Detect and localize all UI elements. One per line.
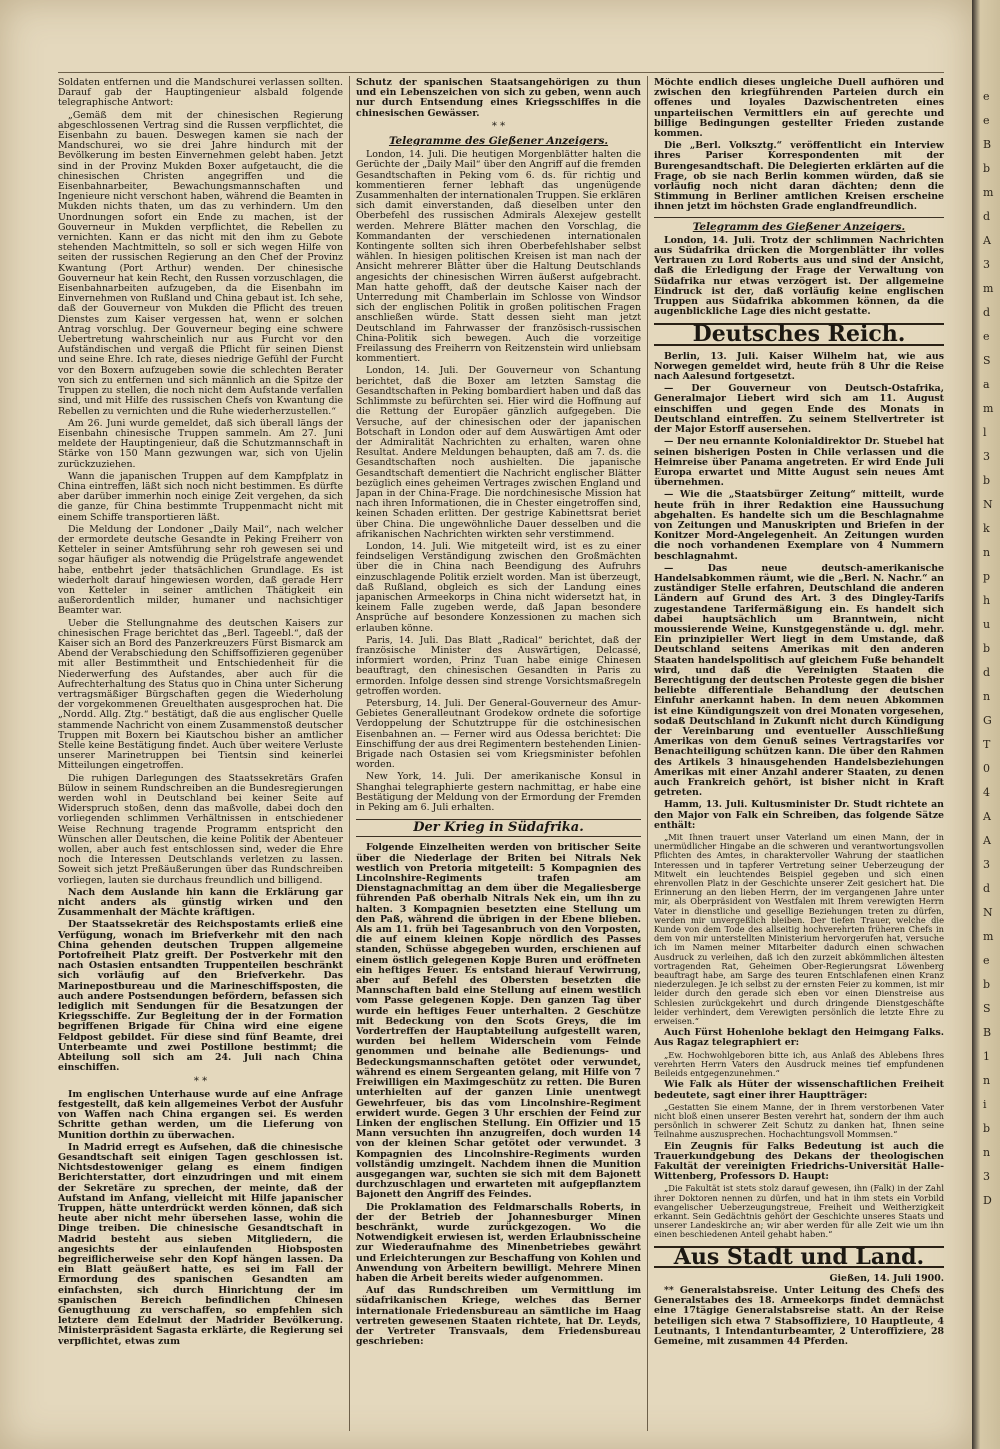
paragraph: Ein Zeugnis für Falks Bedeutung ist auch die Trauerkundgebung des Dekans der theologischen Fakultät der vereinigten Friedrichs-Universität Halle-Wittenberg, Professors D. Haupt: xyxy=(654,1140,944,1183)
quote: „Mit Ihnen trauert unser Vaterland um einen Mann, der in unermüdlicher Hingabe an die schweren und verantwortungsvollen Pflichten des Amtes, in charaktervoller Wahrung der staatlichen Interessen und in tapferer Vertretung seiner Ueberzeugung der Mitwelt ein leuchtendes Beispiel gegeben und sich einen ehrenvollen Platz in der Geschichte unserer Zeit gesichert hat. Die Erinnerung an den lieben Herrn, der im vergangenen Jahre unter mir, als Oberpräsident von Westfalen mit Ihrem verewigten Herrn Vater in dienstliche und gesellige Beziehungen treten zu dürfen, werden mir unvergeßlich bleiben. Der tiefen Trauer, welche die Kunde von dem Tode des allseitig hochverehrten früheren Chefs in dem von mir unterstellten Ministerium hervorgerufen hat, versuche ich im Namen meiner Mitarbeiter dadurch einen schwachen Ausdruck zu verleihen, daß ich den zurzeit abkömmlichen ältesten vortragenden Rat, Geheimen Ober-Regierungsrat Löwenberg beauftragt habe, am Sarge des teuren Entschlafenen einen Kranz niederzulegen. Je ich selbst zu der ernsten Feier zu kommen, ist mir leider durch den gerade sich eben vor einen Dienstreise aus Schlesien zurückgekehrt und durch dringende Dienstgeschäfte leider verhindert, dem Verewigten persönlich die letzte Ehre zu erweisen.“ xyxy=(654,832,944,1027)
paragraph: Petersburg, 14. Juli. Der General-Gouverneur des Amur-Gebietes Generalleutnant Grodekow ordnete die sofortige Verdoppelung der Schutztruppe für die ostchinesischen Eisenbahnen an. — Ferner wird aus Odessa berichtet: Die Einschiffung der aus drei Regimentern bestehenden Linien-Brigade nach Ostasien sei vom Kriegsminister befohlen worden. xyxy=(356,697,641,771)
paragraph: Wie Falk als Hüter der wissenschaftlichen Freiheit bedeutete, sagt einer ihrer Hauptträger: xyxy=(654,1079,944,1101)
quote: „Gestatten Sie einem Manne, der in Ihrem verstorbenen Vater nicht bloß einen unserer Besten verehrt hat, sondern der ihm auch persönlich in schwerer Zeit Schutz zu danken hat, Ihnen seine Teilnahme auszusprechen. Hochachtungsvoll Mommsen.“ xyxy=(654,1101,944,1140)
paragraph-bold: Nach dem Auslande hin kann die Erklärung gar nicht anders als günstig wirken und den Zusammenhalt der Mächte kräftigen. xyxy=(58,886,343,919)
paragraph: London, 14. Juli. Die heutigen Morgenblätter halten die Gerüchte der „Daily Mail“ über den Angriff auf die fremden Gesandtschaften in Peking vom 6. ds. für richtig und kommentieren ferner lebhaft das ungenügende Zusammenhalten der internationalen Truppen. Sie erklären sich damit einverstanden, daß dieselben unter den Oberbefehl des russischen Admirals Alexejew gestellt werden. Mehrere Blätter machen den Vorschlag, die Kommandanten der verschiedenen internationalen Kontingente sollten sich ihren Oberbefehlshaber selbst wählen. In hiesigen politischen Kreisen ist man nach der Ansicht mehrerer Blätter über die Haltung Deutschlands angesichts der chinesischen Wirren äußerst aufgebracht. Man hatte gehofft, daß der deutsche Kaiser nach der Unterredung mit Chamberlain im Schlosse von Windsor sich der englischen Politik in großen politischen Fragen anschließen würde. Statt dessen sieht man jetzt Deutschland im Fahrwasser der französisch-russischen China-Politik sich bewegen. Auch die vorzeitige Freilassung des Freiherrn von Reitzenstein wird unliebsam kommentiert. xyxy=(356,149,641,365)
telegram-heading: Telegramm des Gießener Anzeigers. xyxy=(692,220,906,233)
paragraph: — Der neu ernannte Kolonialdirektor Dr. Stuebel hat seinen bisherigen Posten in Chile verlassen und die Heimreise über Panama angetreten. Er wird Ende Juli Europa erwartet und Mitte August sein neues Amt übernehmen. xyxy=(654,436,944,489)
section-title-stadt: Aus Stadt und Land. xyxy=(654,1246,944,1268)
paragraph: Hamm, 13. Juli. Kultusminister Dr. Studt richtete an den Major von Falk ein Schreiben, das folgende Sätze enthält: xyxy=(654,799,944,831)
paragraph: Schutz der spanischen Staatsangehörigen zu thun und ein Lebenszeichen von sich zu geben, wenn auch nur durch Entsendung eines Kriegsschiffes in die chinesischen Gewässer. xyxy=(356,78,641,119)
paragraph: Auch Fürst Hohenlohe beklagt den Heimgang Falks. Aus Ragaz telegraphiert er: xyxy=(654,1027,944,1049)
paragraph: Am 26. Juni wurde gemeldet, daß sich überall längs der Eisenbahn chinesische Truppen sammeln. Am 27. Juni meldete der Hauptingenieur, daß die Schutzmannschaft in Stärke von 150 Mann gezwungen war, sich von Ujelin zurückzuziehen. xyxy=(58,417,343,470)
section-title-reich: Deutsches Reich. xyxy=(654,323,944,345)
paragraph: Die Proklamation des Feldmarschalls Roberts, in der der Betrieb der Johannesburger Minen beschränkt, wurde zurückgezogen. Wo die Notwendigkeit erwiesen ist, werden Erlaubnisscheine zur Wiederaufnahme des Minenbetriebes gewährt und Erleichterungen zur Beschaffung von Kohlen und Anwendung von Arbeitern bewilligt. Mehrere Minen haben die Arbeit bereits wieder aufgenommen. xyxy=(356,1201,641,1284)
paragraph: ** Generalstabsreise. Unter Leitung des Chefs des Generalstabes des 18. Armeekorps findet demnächst eine 17tägige Generalstabsreise statt. An der Reise beteiligen sich etwa 7 Stabsoffiziere, 10 Hauptleute, 4 Leutnants, 1 Intendanturbeamter, 2 Unteroffiziere, 28 Gemeine, mit zusammen 44 Pferden. xyxy=(654,1284,944,1347)
telegram-heading: Telegramme des Gießener Anzeigers. xyxy=(388,135,609,148)
paragraph: London, 14. Juli. Trotz der schlimmen Nachrichten aus Südafrika drücken die Morgenblätter ihr volles Vertrauen zu Lord Roberts aus und sind der Ansicht, daß die Erledigung der Frage der Verwaltung von Südafrika nur etwas verzögert ist. Der allgemeine Eindruck ist der, daß vorläufig keine englischen Truppen aus Südafrika abkommen können, da die augenblickliche Lage dies nicht gestatte. xyxy=(654,234,944,318)
top-rule xyxy=(58,72,944,73)
section-stars: * * xyxy=(491,120,506,132)
paragraph: — Wie die „Staatsbürger Zeitung“ mitteilt, wurde heute früh in ihrer Redaktion eine Haussuchung abgehalten. Es handelte sich um die Beschlagnahme von Zeitungen und Manuskripten und Briefen in der Konitzer Mord-Angelegenheit. An Zeitungen wurden die noch vorhandenen Exemplare von 4 Nummern beschlagnahmt. xyxy=(654,489,944,562)
paragraph: London, 14. Juli. Wie mitgeteilt wird, ist es zu einer feindseligen Verständigung zwischen den Großmächten über die in China nach Beendigung des Aufruhrs einzuschlagende Politik erzielt worden. Man ist überzeugt, daß Rußland, obgleich es sich der Landung eines japanischen Armeekorps in China nicht widersetzt hat, in keinem Falle zugeben werde, daß Japan besondere Ansprüche auf besondere Konzessionen zu machen sich erlauben könne. xyxy=(356,540,641,634)
dateline: Gießen, 14. Juli 1900. xyxy=(829,1272,944,1284)
paragraph: — Das neue deutsch-amerikanische Handelsabkommen räumt, wie die „Berl. N. Nachr.“ an zuständiger Stelle erfahren, Deutschland die anderen Ländern auf Grund des Art. 3 des Dingley-Tarifs zugestandene Tarifermäßigung ein. Es handelt sich dabei hauptsächlich um Branntwein, nicht moussierende Weine, Kunstgegenstände u. dgl. mehr. Ein prinzipieller Wert liegt in dem Umstande, daß Deutschland seitens Amerikas mit den anderen Staaten handelspolitisch auf gleichem Fuße behandelt wird, und daß die Vereinigten Staaten die Berechtigung der deutschen Proteste gegen die bisher beliebte differentiale Behandlung der deutschen Einfuhr anerkannt haben. In dem neuen Abkommen ist eine Kündigungszeit von drei Monaten vorgesehen, sodaß Deutschland in Zukunft nicht durch Kündigung der Vereinbarung und eventueller Ausschließung Amerikas von dem Genuß seines Vertragstarifes vor Benachteiligung schützen kann. Die über den Rahmen des Artikels 3 hinausgehenden Handelsbeziehungen Amerikas mit einer Anzahl anderer Staaten, zu denen auch Frankreich gehört, ist bisher nicht in Kraft getreten. xyxy=(654,562,944,799)
quote: „Ew. Hochwohlgeboren bitte ich, aus Anlaß des Ablebens Ihres verehrten Herrn Vaters den Ausdruck meines tief empfundenen Beileids entgegenzunehmen.“ xyxy=(654,1049,944,1079)
column-3 xyxy=(654,78,944,1428)
paragraph: Die Meldung der Londoner „Daily Mail“, nach welcher der ermordete deutsche Gesandte in Peking Freiherr von Ketteler in seiner Amtsführung sehr roh gewesen sei und sogar häufiger als notwendig die Prügelstrafe angewendet habe, entbehrt jeder thatsächlichen Grundlage. Es ist wiederholt darauf hingewiesen worden, daß gerade Herr von Ketteler in seiner amtlichen Thätigkeit ein außerordentlich milder, humaner und nachsichtiger Beamter war. xyxy=(58,523,343,617)
section-stars: * * xyxy=(193,1075,208,1087)
paragraph: In Madrid erregt es Aufsehen, daß die chinesische Gesandtschaft seit einigen Tagen geschlossen ist. Nichtsdestoweniger gelang es einem findigen Berichterstatter, dort einzudringen und mit einem der Sekretäre zu sprechen, der meinte, daß der Aufstand im Anfang, vielleicht mit Hilfe japanischer Truppen, hätte unterdrückt werden können, daß sich heute aber nicht mehr übersehen lasse, wohin die Dinge treiben. Die chinesische Gesandtschaft in Madrid besteht aus sieben Mitgliedern, die angesichts der einlaufenden Hiobsposten begreiflicherweise sehr den Kopf hängen lassen. Da ein Blatt geäußert hatte, es sei im Fall der Ermordung des spanischen Gesandten am einfachsten, sich durch Hinrichtung der im spanischen Bereich befindlichen Chinesen Genugthuung zu verschaffen, so empfehlen sich letztere dem Edelmut der Madrider Bevölkerung. Ministerpräsident Sagasta erklärte, die Regierung sei verpflichtet, etwas zum xyxy=(58,1141,343,1347)
paragraph: Paris, 14. Juli. Das Blatt „Radical“ berichtet, daß der französische Minister des Auswärtigen, Delcassé, informiert worden, Prinz Tuan habe einige Chinesen beauftragt, den chinesischen Gesandten in Paris zu ermorden. Infolge dessen sind strenge Vorsichtsmaßregeln getroffen worden. xyxy=(356,634,641,697)
paragraph: Berlin, 13. Juli. Kaiser Wilhelm hat, wie aus Norwegen gemeldet wird, heute früh 8 Uhr die Reise nach Aalesund fortgesetzt. xyxy=(654,350,944,383)
paragraph: Im englischen Unterhause wurde auf eine Anfrage festgestellt, daß kein allgemeines Verbot der Ausfuhr von Waffen nach China ergangen sei. Es werden Schritte gethan werden, um die Lieferung von Munition dorthin zu überwachen. xyxy=(58,1088,343,1141)
paragraph: — Der Gouverneur von Deutsch-Ostafrika, Generalmajor Liebert wird sich am 11. August einschiffen und gegen Ende des Monats in Deutschland eintreffen. Zu seinem Stellvertreter ist der Major Estorff ausersehen. xyxy=(654,383,944,436)
quote: „Die Fakultät ist stets stolz darauf gewesen, ihn (Falk) in der Zahl ihrer Doktoren nennen zu dürfen, und hat in ihm stets ein Vorbild evangelischer Ueberzeugungstreue, Freiheit und Weitherzigkeit erkannt. Sein Gedächtnis gehört der Geschichte unseres Staats und unserer Landeskirche an; wir aber werden für alle Zeit wie um ihn einen beschiedenen Anteil gehabt haben.“ xyxy=(654,1183,944,1240)
paragraph: Soldaten entfernen und die Mandschurei verlassen sollten. Darauf gab der Hauptingenieur alsbald folgende telegraphische Antwort: xyxy=(58,78,343,109)
paragraph: Möchte endlich dieses ungleiche Duell aufhören und zwischen den kriegführenden Parteien durch ein offenes und loyales Dazwischentreten eines unparteiischen Vermittlers ein auf gerechte und billige Bedingungen gestellter Frieden zustande kommen. xyxy=(654,78,944,140)
paragraph: Ueber die Stellungnahme des deutschen Kaisers zur chinesischen Frage berichtet das „Berl. Tageebl.“, daß der Kaiser sich an Bord des Panzerkreuzers Fürst Bismarck am Abend der Verabschiedung den Schiffsoffizieren gegenüber mit aller Bestimmtheit und Entschiedenheit für die Niederwerfung des Aufstandes, aber auch für die Aufrechterhaltung des Status quo in China unter Sicherung vertragsmäßiger Bürgschaften gegen die Wiederholung der vorgekommenen Greuelthaten ausgesprochen hat. Die „Nordd. Allg. Ztg.“ bestätigt, daß die aus englischer Quelle stammende Nachricht von einem Zusammenstoß deutscher Truppen mit Boxern bei Kiautschou bisher an amtlicher Stelle keine Bestätigung findet. Auch über weitere Verluste unserer Marinetruppen bei Tientsin sind keinerlei Mitteilungen eingetroffen. xyxy=(58,617,343,772)
paragraph: Folgende Einzelheiten werden von britischer Seite über die Niederlage der Briten bei Nitrals Nek westlich von Pretoria mitgeteilt: 5 Kompagnien des Lincolnshire-Regiments trafen am Dienstagnachmittag an dem über die Megaliesberge führenden Paß oberhalb Nitrals Nek ein, um ihn zu halten. 3 Kompagnien besetzten eine Stellung um den Paß, während die übrigen in der Ebene blieben. Als am 11. früh bei Tagesanbruch von den Vorposten, die auf einem kleinen Kopje nördlich des Passes standen, Schüsse abgegeben wurden, erschienen auf einem östlich gelegenen Kopje Buren und eröffneten ein heftiges Feuer. Es entstand hierauf Verwirrung, aber auf Befehl des Obersten besetzten die Mannschaften bald eine Stellung auf einem westlich vom Passe gelegenen Kopje. Den ganzen Tag über wurde ein heftiges Feuer unterhalten. 2 Geschütze mit Bedeckung von den Scots Greys, die im Vordertreffen der Hauptabteilung aufgestellt waren, wurden bei hellem Widerschein vom Feinde genommen und beinahe alle Bedienungs- und Bedeckungsmannschaften getötet oder verwundet, während es einem Sergeanten gelang, mit Hilfe von 7 Freiwilligen ein Maximgeschütz zu retten. Die Buren unterhielten auf der ganzen Linie unentwegt Gewehrfeuer, bis das vom Lincolnshire-Regiment erwidert wurde. Gegen 3 Uhr erschien der Feind zur Linken der englischen Stellung. Ein Offizier und 15 Mann versuchten ihn anzugreifen, doch wurden 14 von der kleinen Schar getötet oder verwundet. 3 Kompagnien des Lincolnshire-Regiments wurden vollständig umzingelt. Nachdem ihnen die Munition ausgegangen war, suchten sie sich mit dem Bajonett durchzuschlagen und erwarteten mit aufgepflanztem Bajonett den Angriff des Feindes. xyxy=(356,842,641,1201)
paragraph: Auf das Rundschreiben um Vermittlung im südafrikanischen Kriege, welches das Berner internationale Friedensbureau an sämtliche im Haag vertreten gewesenen Staaten richtete, hat Dr. Leyds, der Vertreter Transvaals, dem Friedensbureau geschrieben: xyxy=(356,1285,641,1348)
column-1 xyxy=(58,78,343,1428)
paragraph: Die ruhigen Darlegungen des Staatssekretärs Grafen Bülow in seinem Rundschreiben an die Bundesregierungen werden wohl in Deutschland bei keiner Seite auf Widerspruch stoßen, denn das maßvolle, dabei doch den vorliegenden schlimmen Verhältnissen in entschiedener Weise Rechnung tragende Programm entspricht den Wünschen aller Deutschen, die keine Politik der Abenteuer wollen, aber auch fest entschlossen sind, weder die Ehre noch die Interessen Deutschlands verletzen zu lassen. Soweit sich jetzt Preßäußerungen über das Rundschreiben vorliegen, lauten sie durchaus freundlich und billigend. xyxy=(58,772,343,886)
paragraph: London, 14. Juli. Der Gouverneur von Schantung berichtet, daß die Boxer am letzten Samstag die Gesandtschaften in Peking bombardiert haben und daß das Schlimmste zu befürchten sei. Hier wird die Hoffnung auf die Rettung der Europäer gänzlich aufgegeben. Die Versuche, auf der chinesischen oder der japanischen Botschaft in London oder auf dem Auswärtigen Amt oder der Admiralität Nachrichten zu erhalten, waren ohne Resultat. Andere Meldungen behaupten, daß am 7. ds. die Gesandtschaften noch aushielten. Die japanische Gesandtschaft dementiert die Nachricht englischer Blätter bezüglich eines geheimen Vertrages zwischen England und Japan in der China-Frage. Die nordchinesische Mission hat nach ihren Informationen, die in Chester eingetroffen sind, keinen Schaden erlitten. Der gestrige Kabinettsrat beriet über China. Die ungewöhnliche Dauer desselben und die afrikanischen Nachrichten wirkten sehr verstimmend. xyxy=(356,365,641,540)
section-title-suedafrika: Der Krieg in Südafrika. xyxy=(356,819,641,837)
paragraph: New York, 14. Juli. Der amerikanische Konsul in Shanghai telegraphierte gestern nachmittag, er habe eine Bestätigung der Meldung von der Ermordung der Fremden in Peking am 6. Juli erhalten. xyxy=(356,771,641,814)
paragraph: Die „Berl. Volksztg.“ veröffentlicht ein Interview ihres Pariser Korrespondenten mit der Burengesandtschaft. Die Delegierten erklärten auf die Frage, ob sie nach Berlin kommen würden, daß sie vorläufig noch nicht daran dächten; denn die Stimmung in Berliner amtlichen Kreisen erscheine ihnen jetzt im höchsten Grade englandfreundlich. xyxy=(654,140,944,213)
next-page-edge-text: e e B b m d A 3 m d e S a m l 3 b N k n p h u b d n G T 0 4 A A 3 d N m e b S B 1 n i b n 3 D xyxy=(983,90,994,1207)
paragraph-post: Der Staatssekretär des Reichspostamts erließ eine Verfügung, wonach im Briefverkehr mit den nach China gehenden deutschen Truppen allgemeine Portofreiheit Platz greift. Der Postverkehr mit den nach Ostasien entsandten Truppenteilen beschränkt sich vorläufig auf den Briefverkehr. Das Marinepostbureau und die Marineschiffsposten, die auch andere Postsendungen befördern, befassen sich lediglich mit Sendungen für die Besatzungen der Kriegsschiffe. Zur Begleitung der in der Formation begriffenen Brigade für China wird eine eigene Feldpost gebildet. Für diese sind fünf Beamte, drei Unterbeamte und zwei Postillone bestimmt; die Abteilung soll sich am 24. Juli nach China einschiffen. xyxy=(58,919,343,1074)
paragraph: „Gemäß dem mit der chinesischen Regierung abgeschlossenen Vertrag sind die Russen verpflichtet, die Eisenbahn zu bauen. Deswegen kamen sie nach der Mandschurei, wo sie drei Jahre hindurch mit der Bevölkerung im besten Einvernehmen gelebt haben. Jetzt sind in der Provinz Mukden Boxer aufgetaucht, die die chinesischen Christen angegriffen und die Eisenbahnarbeiter, Bewachungsmannschaften und Ingenieure nicht verschont haben, während die Beamten in Mukden nichts thaten, um das zu verhindern. Um den Unordnungen sofort ein Ende zu machen, ist der Gouverneur in Mukden verpflichtet, die Rebellen zu vernichten. Kann er das nicht mit den ihm zu Gebote stehenden Machtmitteln, so soll er sich wegen Hilfe von seiten der russischen Regierung an den Chef der Provinz Kwantung (Port Arthur) wenden. Der chinesische Gouverneur hat kein Recht, den Russen vorzuschlagen, die Eisenbahnarbeiten aufzugeben, da die Eisenbahn im Einvernehmen von Rußland und China gebaut ist. Ich sehe, daß der Gouverneur von Mukden die Pflicht des treuen Dienstes zum Kaiser vergessen hat, wenn er solchen Antrag vorschlug. Der Gouverneur beging eine schwere Uebertretung wahrscheinlich nur aus Furcht vor den Aufständischen und vergaß die Pflicht für seinen Dienst und seine Ehre. Ich rate, dieses niedrige Gefühl der Furcht vor den Boxern aufzugeben sowie die schlechten Berater von sich zu entfernen und sich männlich an die Spitze der Truppen zu stellen, die noch nicht dem Aufstande verfallen sind, und mit Hilfe des russischen Chefs von Kwantung die Rebellen zu vernichten und die Ruhe wiederherzustellen.“ xyxy=(58,109,343,417)
column-rule-1 xyxy=(349,76,350,1431)
paragraph: Wann die japanischen Truppen auf dem Kampfplatz in China eintreffen, läßt sich noch nicht bestimmen. Es dürfte aber darüber immerhin noch einige Zeit vergehen, da sich die ganze, für China bestimmte Truppenmacht nicht mit einem Schiffe transportieren läßt. xyxy=(58,470,343,523)
column-rule-2 xyxy=(647,76,648,1431)
column-2 xyxy=(356,78,641,1428)
separator xyxy=(654,217,944,218)
